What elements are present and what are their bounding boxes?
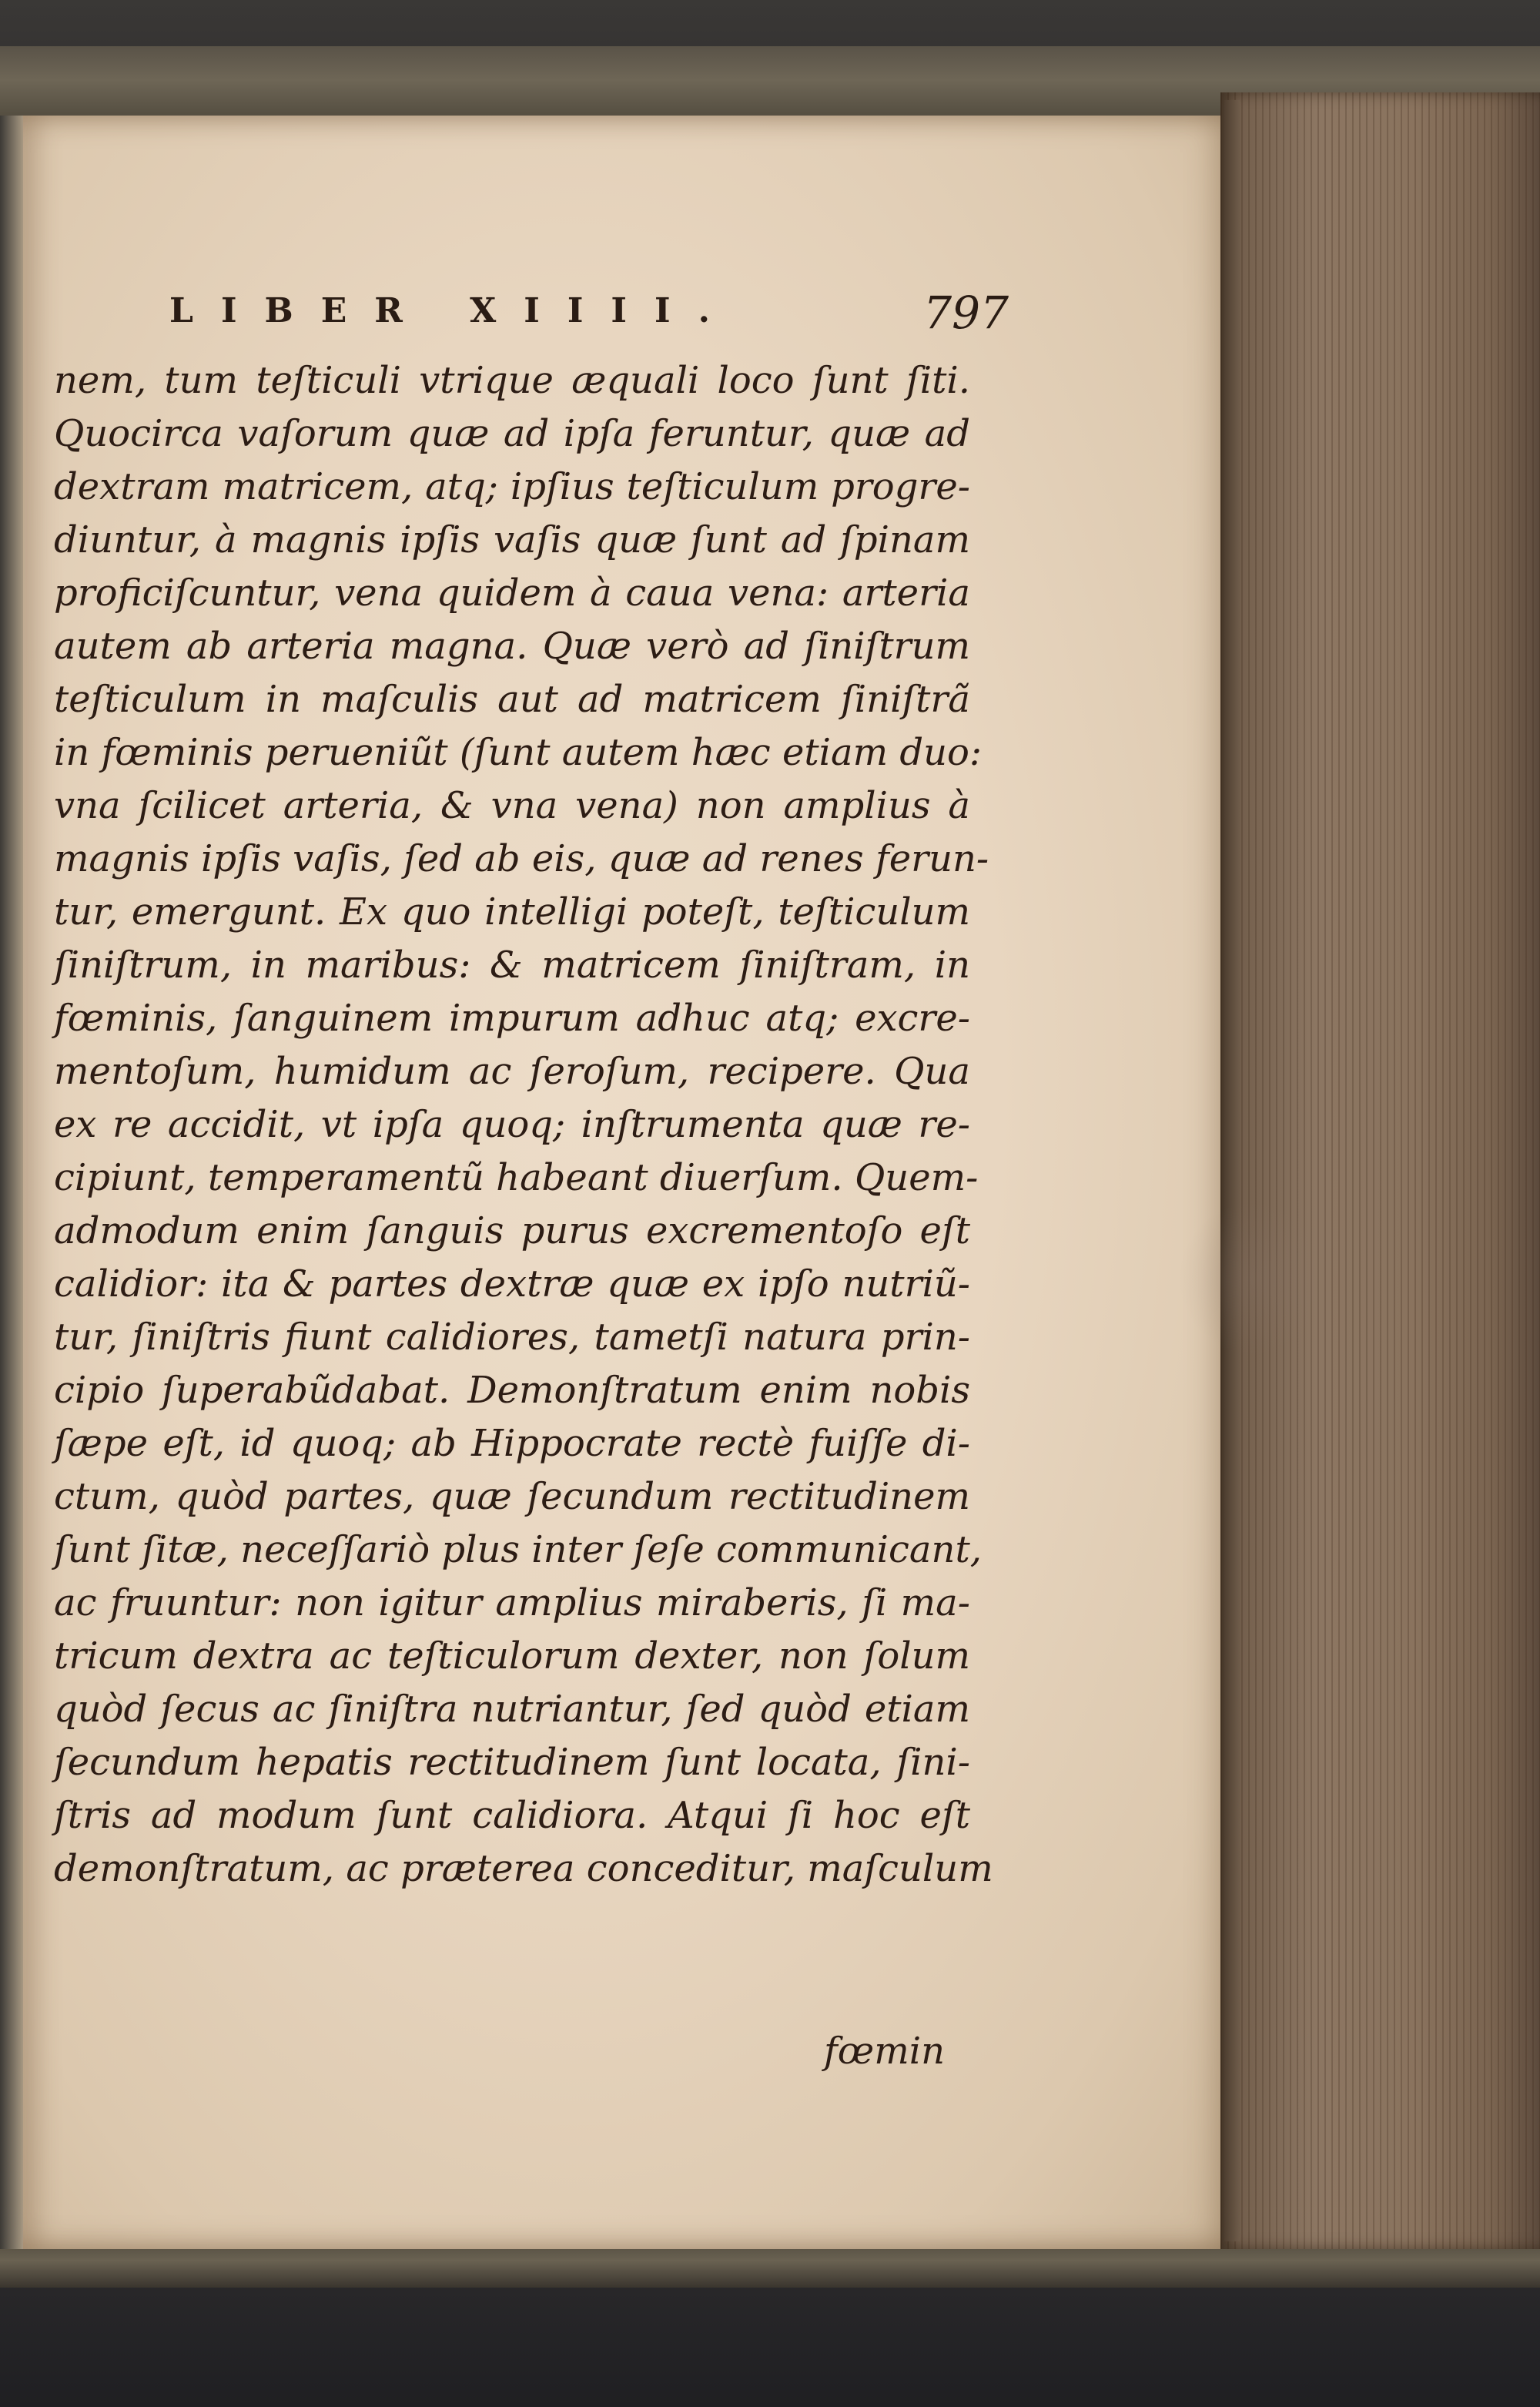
- text-line: vna ſcilicet arteria, & vna vena) non amplius à: [54, 784, 970, 827]
- text-line: autem ab arteria magna. Quæ verò ad ſiniſtrum: [54, 625, 970, 668]
- text-line: ex re accidit, vt ipſa quoq; inſtrumenta quæ re-: [54, 1103, 970, 1146]
- book-page: [23, 116, 1240, 2249]
- text-line: ctum, quòd partes, quæ ſecundum rectitudinem: [54, 1475, 970, 1518]
- text-line: demonſtratum, ac præterea conceditur, maſculum: [54, 1847, 993, 1890]
- text-line: fœminis, ſanguinem impurum adhuc atq; excre-: [54, 997, 970, 1040]
- text-line: ac fruuntur: non igitur amplius miraberis, ſi ma-: [54, 1581, 970, 1624]
- text-line: ſiniſtrum, in maribus: & matricem ſiniſtram, in: [54, 944, 970, 987]
- running-title: LIBER XIIII.: [169, 291, 738, 330]
- running-head: [169, 287, 1024, 340]
- text-line: calidior: ita & partes dextræ quæ ex ipſo nutriũ-: [54, 1262, 970, 1306]
- text-line: diuntur, à magnis ipſis vaſis quæ ſunt ad ſpinam: [54, 518, 970, 562]
- text-line: proficiſcuntur, vena quidem à caua vena: arteria: [54, 572, 970, 615]
- text-line: ſecundum hepatis rectitudinem ſunt locata, ſini-: [54, 1741, 970, 1784]
- text-line: mentoſum, humidum ac ſeroſum, recipere. Qua: [54, 1050, 970, 1093]
- book-fore-edge: [1220, 92, 1540, 2249]
- text-line: dextram matricem, atq; ipſius teſticulum progre-: [54, 465, 970, 508]
- text-line: Quocirca vaſorum quæ ad ipſa feruntur, quæ ad: [54, 412, 970, 455]
- text-line: tur, ſiniſtris fiunt calidiores, tametſi natura prin-: [54, 1316, 970, 1359]
- text-line: tur, emergunt. Ex quo intelligi poteſt, teſticulum: [54, 890, 970, 934]
- text-line: quòd ſecus ac ſiniſtra nutriantur, ſed quòd etiam: [54, 1688, 970, 1731]
- text-line: in fœminis perueniũt (ſunt autem hæc etiam duo:: [54, 731, 983, 774]
- text-line: teſticulum in maſculis aut ad matricem ſiniſtrã: [54, 678, 970, 721]
- page-edge-shadow: [1224, 100, 1240, 2241]
- text-line: tricum dextra ac teſticulorum dexter, non ſolum: [54, 1634, 970, 1678]
- catchword: fœmin: [824, 2030, 946, 2073]
- show-through-stain: [1178, 1202, 1324, 1356]
- text-line: nem, tum teſticuli vtrique æquali loco ſunt ſiti.: [54, 359, 970, 402]
- text-line: ſtris ad modum ſunt calidiora. Atqui ſi hoc eſt: [54, 1794, 970, 1837]
- page-number: 797: [923, 287, 1009, 339]
- text-line: magnis ipſis vaſis, ſed ab eis, quæ ad renes ferun-: [54, 837, 989, 880]
- text-line: ſæpe eſt, id quoq; ab Hippocrate rectè fuiſſe di-: [54, 1422, 970, 1465]
- text-line: ſunt ſitæ, neceſſariò plus inter ſeſe communicant,: [54, 1528, 982, 1571]
- text-line: admodum enim ſanguis purus excrementoſo eſt: [54, 1209, 970, 1252]
- text-line: cipiunt, temperamentũ habeant diuerſum. Quem-: [54, 1156, 979, 1199]
- body-text: [54, 354, 993, 1896]
- text-line: cipio ſuperabũdabat. Demonſtratum enim nobis: [54, 1369, 970, 1412]
